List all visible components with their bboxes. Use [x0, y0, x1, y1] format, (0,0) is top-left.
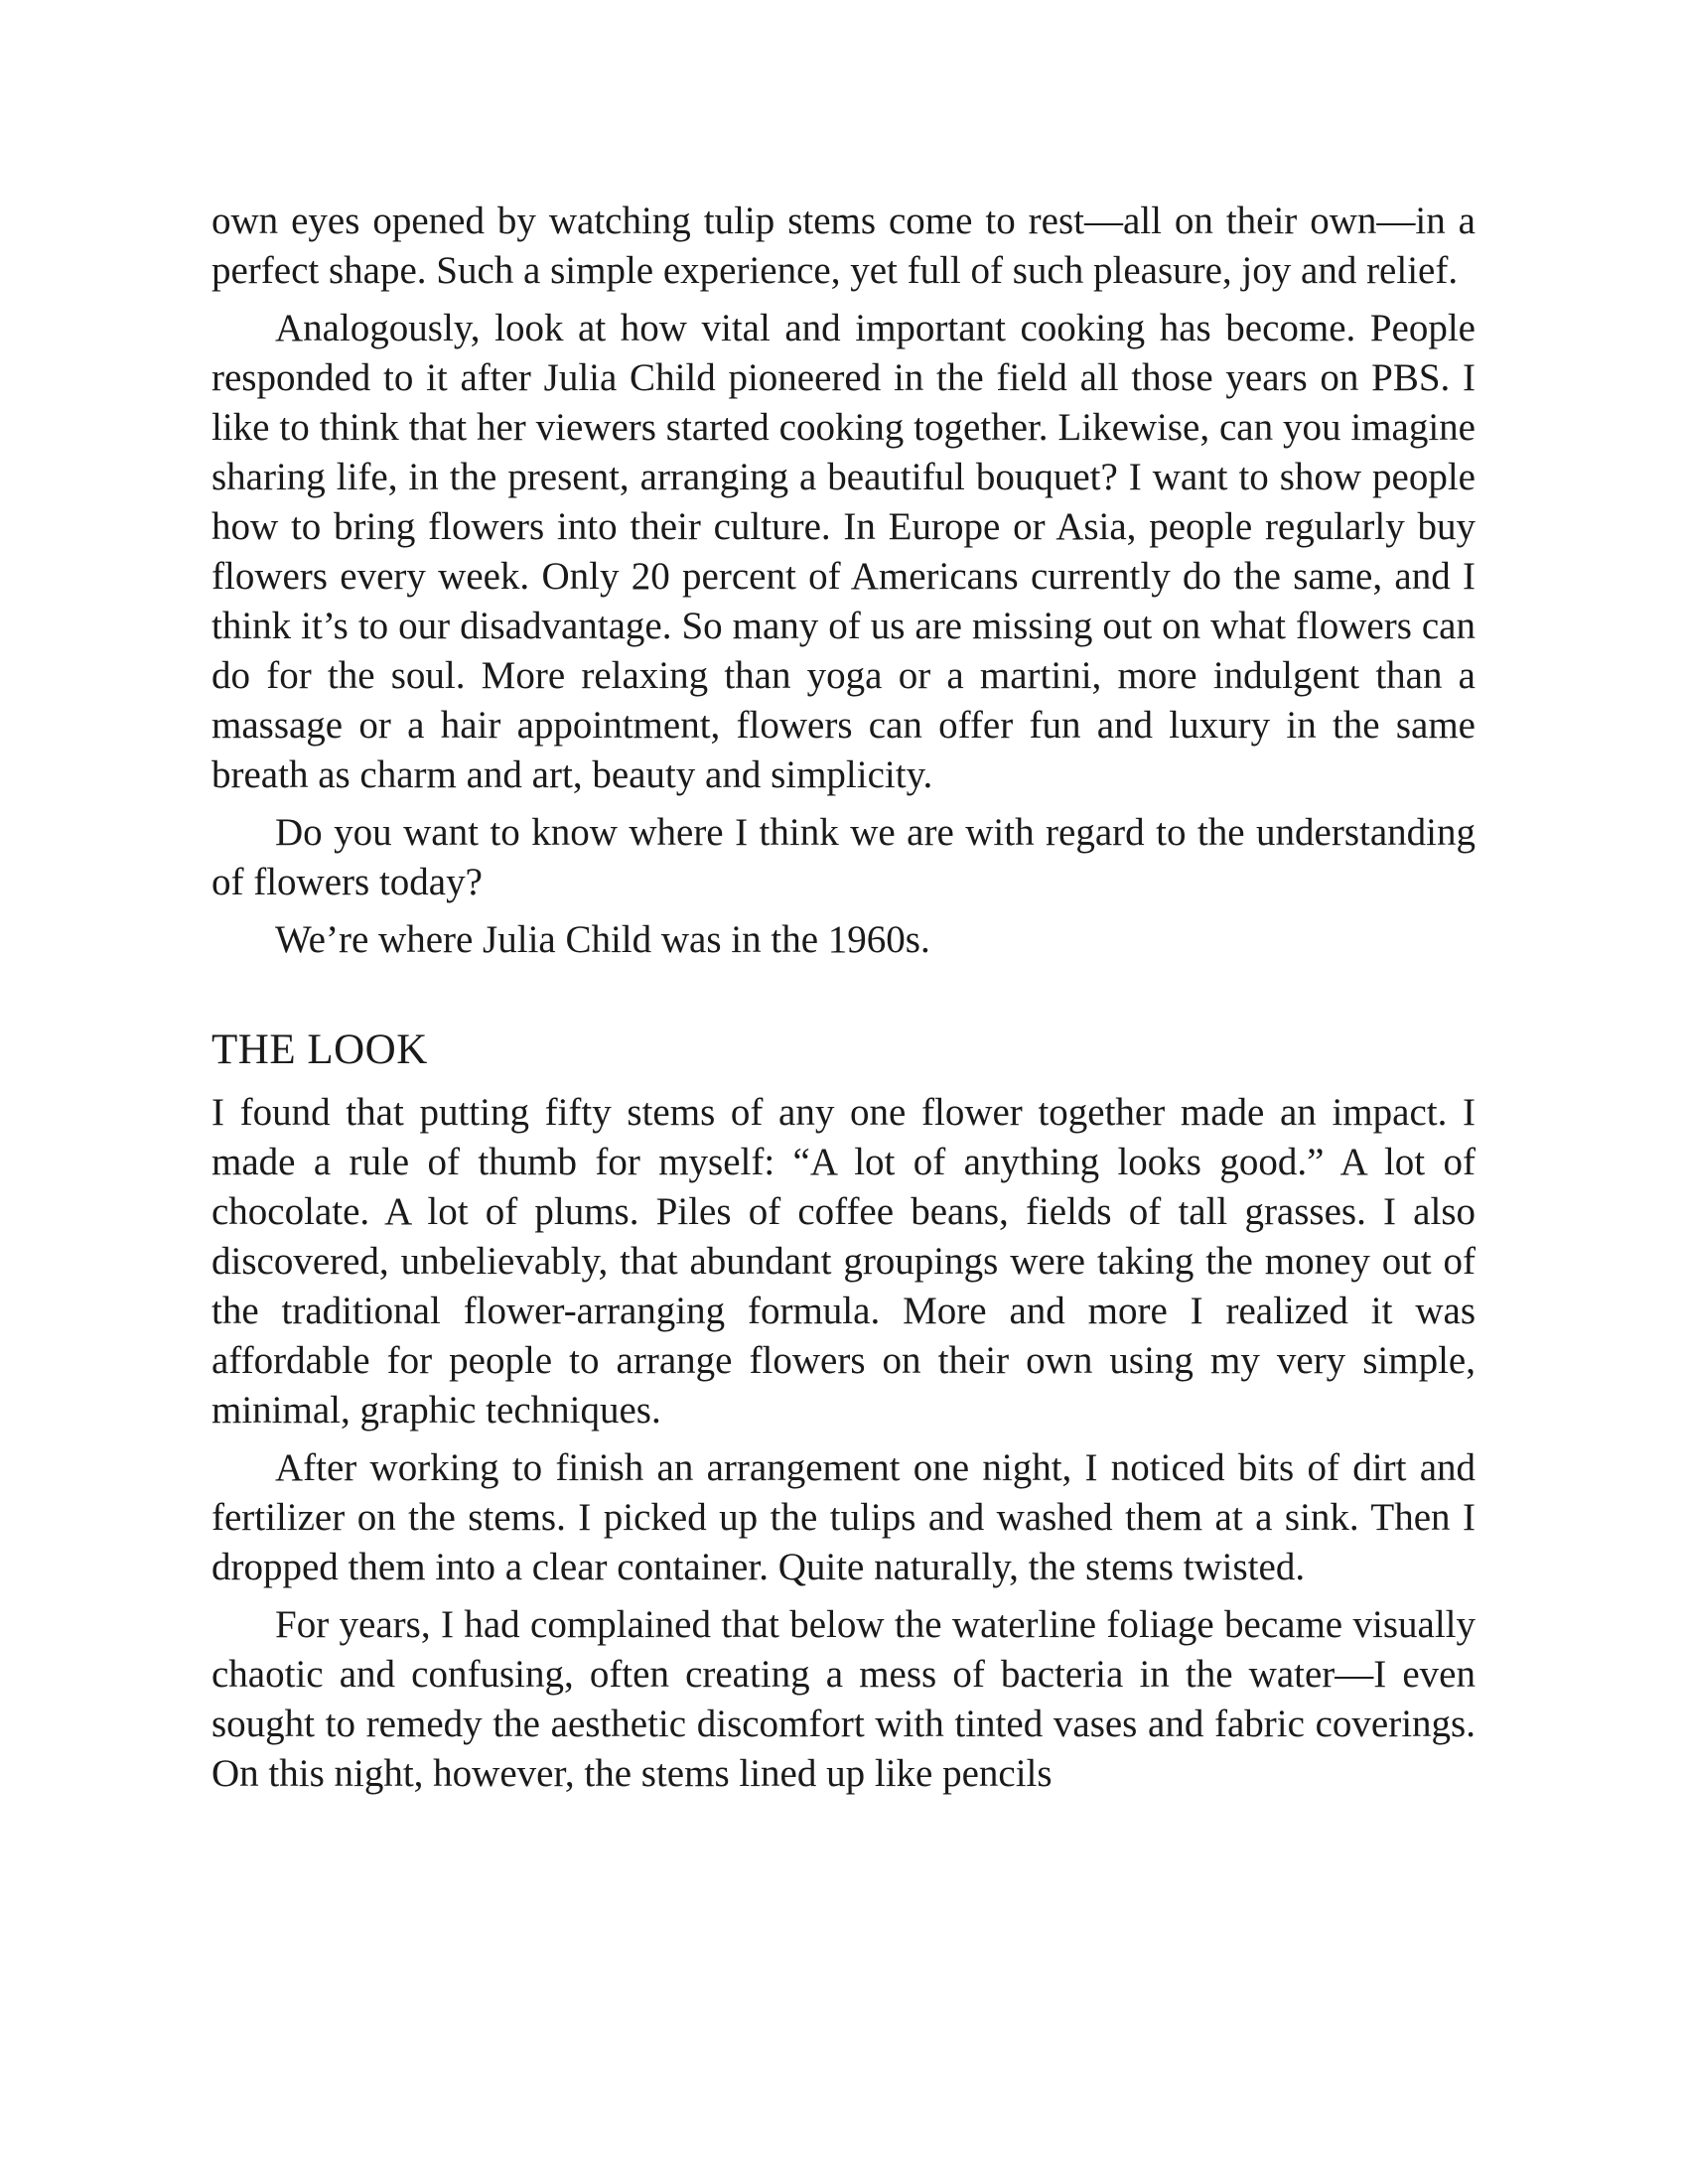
paragraph-fifty-stems: I found that putting fifty stems of any one flower together made an impact. I made a rule of thumb for myself: “A lot of anything looks good.” A lot of chocolate. A lot of plums. Piles of coffee beans, fields of tall grasses. I also discovered, unbelievably, that abundant groupings were taking the money out of the traditional flower-arranging formula. More and more I realized it was affordable for people to arrange flowers on their own using my very simple, minimal, graphic techniques. — [211, 1091, 1476, 1432]
paragraph-julia-child: We’re where Julia Child was in the 1960s. — [275, 918, 930, 961]
section-heading: THE LOOK — [211, 1026, 428, 1073]
paragraph-washed-tulips: After working to finish an arrangement one night, I noticed bits of dirt and fertilizer on the stems. I picked up the tulips and washed them at a sink. Then I dropped them into a clear container. Quite naturally, the stems twisted. — [211, 1446, 1476, 1588]
paragraph-waterline: For years, I had complained that below the waterline foliage became visually chaotic and confusing, often creating a mess of bacteria in the water—I even sought to remedy the aesthetic discomfort with tinted vases and fabric coverings. On this night, however, the stems lined up like pencils — [211, 1603, 1476, 1795]
book-page — [211, 197, 1476, 1807]
paragraph-question: Do you want to know where I think we are with regard to the understanding of flowers today? — [211, 811, 1476, 903]
continued-paragraph: own eyes opened by watching tulip stems come to rest—all on their own—in a perfect shape. Such a simple experience, yet full of such pleasure, joy and relief. — [211, 200, 1476, 292]
paragraph-cooking-analogy: Analogously, look at how vital and important cooking has become. People responded to it after Julia Child pioneered in the field all those years on PBS. I like to think that her viewers started cooking together. Likewise, can you imagine sharing life, in the present, arranging a beautiful bouquet? I want to show people how to bring flowers into their culture. In Europe or Asia, people regularly buy flowers every week. Only 20 percent of Americans currently do the same, and I think it’s to our disadvantage. So many of us are missing out on what flowers can do for the soul. More relaxing than yoga or a martini, more indulgent than a massage or a hair appointment, flowers can offer fun and luxury in the same breath as charm and art, beauty and simplicity. — [211, 307, 1476, 796]
